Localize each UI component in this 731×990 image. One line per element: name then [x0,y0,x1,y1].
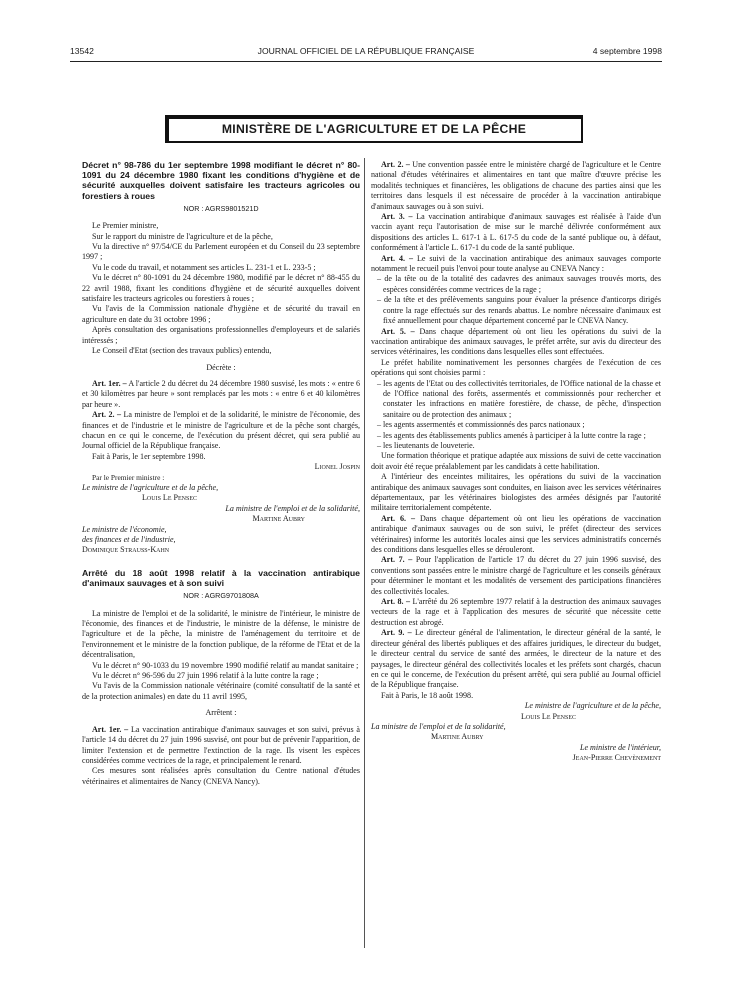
signature-name: Jean-Pierre Chevènement [572,753,661,763]
article-text: Le directeur général de l'alimentation, le directeur général de la santé, le directeur général des libertés publiques et des affaires juridiques, le directeur du budget, le directeur central du service de santé des armées, le directeur de la nature et des paysages, le directeur général des collectivités locales et les préfets sont chargés, chacun en ce qui le concerne, de l'exécution du présent arrêté, qui sera publié au Journal officiel de la République française. [371,628,662,690]
arrete-article-1 [82,725,360,767]
decree-para: Vu le code du travail, et notamment ses articles L. 231-1 et L. 233-5 ; [92,262,316,272]
arrete-article-3 [371,212,661,254]
list-item: – les lieutenants de louveterie. [377,440,475,450]
signature-pm: Lionel Jospin [314,462,360,472]
header-rule [70,61,662,62]
ministry-title: MINISTÈRE DE L'AGRICULTURE ET DE LA PÊCHE [221,122,527,136]
signature-title: La ministre de l'emploi et de la solidarité, [225,503,360,513]
arrete-article-2 [371,160,661,212]
signature-title: Le ministre de l'intérieur, [580,742,661,752]
article-text: L'arrêté du 26 septembre 1977 relatif à la destruction des animaux sauvages vecteurs de la rage et à l'application des mesures de sécurité que nécessite cette destruction est abrogé. [371,597,662,627]
arrete-article-5 [371,327,661,358]
decree-para: Vu la directive n° 97/54/CE du Parlement européen et du Conseil du 23 septembre 1997 ; [82,242,360,262]
decree-para: Le Conseil d'Etat (section des travaux publics) entendu, [92,346,272,356]
decree-title: Décret n° 98-786 du 1er septembre 1998 modifiant le décret n° 80-1091 du 24 décembre 1980 fixant les conditions d'hygiène et de sécurité auxquelles doivent satisfaire les tracteurs agricoles ou forestiers à roues [82,160,360,201]
signature-title: Le ministre de l'économie, [82,524,167,534]
article-text: A l'article 2 du décret du 24 décembre 1980 susvisé, les mots : « entre 6 et 30 kilomètres par heure » sont remplacés par les mots : « entre 6 et 40 kilomètres par heure ». [82,378,360,409]
signature-name: Louis Le Pensec [142,493,197,503]
arrete-arretent: Arrêtent : [205,708,237,718]
list-item: – de la tête ou de la totalité des cadavres des animaux sauvages trouvés morts, des espèces considérées comme vectrices de la rage ; [377,274,661,294]
article-label: Art. 7. – [381,555,413,565]
decree-para: Sur le rapport du ministre de l'agriculture et de la pêche, [92,231,273,241]
decree-article-1 [82,379,360,410]
arrete-article-6 [371,514,661,556]
list-item: – les agents de l'Etat ou des collectivités territoriales, de l'Office national de la chasse et de l'Office national des forêts, assermentés et commissionnés pour rechercher et constater les infractions en matière forestière, de chasse, de pêche, d'inspection sanitaire ou de protection des animaux ; [377,378,661,419]
page-header [70,46,662,62]
signature-title: La ministre de l'emploi et de la solidarité, [371,721,506,731]
signature-title: Le ministre de l'agriculture et de la pêche, [82,482,219,492]
arrete-article-7 [371,555,661,597]
article-text: Pour l'application de l'article 17 du décret du 27 juin 1996 susvisé, des conventions sont passées entre le ministre chargé de l'agriculture et les conseils généraux pour déterminer le montant et les modalités de versement des participations financières des collectivités locales. [371,555,662,596]
arrete-article-4 [371,254,661,275]
article-label: Art. 9. – [381,628,412,638]
article-label: Art. 3. – [381,212,413,222]
article-label: Art. 5. – [381,326,415,336]
article-label: Art. 2. – [92,410,122,420]
decree-para: Le Premier ministre, [92,221,159,231]
signature-name: Martine Aubry [431,732,484,742]
arrete-para: Ces mesures sont réalisées après consultation du Centre national d'études vétérinaires et alimentaires de Nancy (CNEVA Nancy). [82,766,360,786]
page-number: 13542 [70,46,94,56]
article-label: Art. 6. – [381,513,416,523]
list-item: – de la tête et des prélèvements sanguins pour évaluer la présence d'anticorps dirigés contre la rage effectués sur des renards abattus. Le nombre nécessaire d'animaux est fixé annuellement pour chaque département concerné par le CNEVA Nancy. [377,295,661,326]
article-text: La vaccination antirabique d'animaux sauvages est réalisée à l'aide d'un vaccin ayant reçu l'autorisation de mise sur le marché délivrée conformément aux dispositions des articles L. 617-1 à L. 617-5 du code de la santé publique ou, à défaut, conformément à l'article L. 617-1 du code de la santé publique. [371,212,662,253]
arrete-title: Arrêté du 18 août 1998 relatif à la vaccination antirabique d'animaux sauvages et à son suivi [82,567,360,589]
ministry-banner [165,115,583,143]
arrete-article-8 [371,597,661,628]
article-label: Art. 1er. – [92,378,127,388]
arrete-fait: Fait à Paris, le 18 août 1998. [381,690,474,700]
arrete-nor: NOR : AGRG9701808A [183,591,259,601]
decree-nor: NOR : AGRS9801521D [183,203,259,213]
arrete-para: Vu le décret n° 90-1033 du 19 novembre 1990 modifié relatif au mandat sanitaire ; [92,660,359,670]
decree-para: Vu le décret n° 80-1091 du 24 décembre 1980, modifié par le décret n° 88-455 du 22 avril 1988, fixant les conditions d'hygiène et de sécurité auxquelles doivent satisfaire les tracteurs agricoles ou forestiers à roues ; [82,273,360,304]
arrete-para: A l'intérieur des enceintes militaires, les opérations du suivi de la vaccination antirabique des animaux sauvages sont conduites, en liaison avec les services vétérinaires départementaux, par les vétérinaires biologistes des armées désignés par l'autorité militaire territorialement compétente. [371,472,661,513]
article-text: Dans chaque département où ont lieu les opérations de vaccination antirabique d'animaux sauvages ou de son suivi, le préfet (directeur des services vétérinaires) informe les autorités locales ainsi que les services administratifs concernés des conditions dans lesquelles elles se dérouleront. [371,513,662,555]
decree-article-2 [82,410,360,452]
column-divider [364,158,365,948]
signature-name: Martine Aubry [252,514,305,524]
list-item: – les agents des établissements publics amenés à participer à la lutte contre la rage ; [377,430,646,440]
article-text: Dans chaque département où ont lieu les opérations du suivi de la vaccination antirabique des animaux sauvages, le préfet arrête, sur avis du directeur des services vétérinaires, les conditions dans lesquelles elles sont effectuées. [371,326,662,357]
signature-name: Dominique Strauss-Kahn [82,545,170,555]
arrete-para: Une formation théorique et pratique adaptée aux missions de suivi de cette vaccination doit avoir été reçue préalablement par les candidats à cette habilitation. [371,451,661,471]
decree-decrete: Décrète : [206,362,236,372]
article-label: Art. 2. – [381,160,410,169]
decree-fait: Fait à Paris, le 1er septembre 1998. [92,451,206,461]
decree-para: Après consultation des organisations professionnelles d'employeurs et de salariés intéressés ; [82,325,360,345]
article-text: La vaccination antirabique d'animaux sauvages et son suivi, prévus à l'article 14 du décret du 27 juin 1996 susvisé, ont pour but de prévenir l'apparition, de limiter l'extension et de permettre l'extinction de la rage. Ils visent les espèces considérées comme vectrices de la rage, et principalement le renard. [82,724,361,765]
issue-date: 4 septembre 1998 [592,46,662,56]
article-label: Art. 4. – [381,253,413,263]
article-text: Le suivi de la vaccination antirabique des animaux sauvages comporte notamment le recueil puis l'envoi pour toute analyse au CNEVA Nancy : [371,253,661,274]
signature-title: des finances et de l'industrie, [82,535,176,544]
decree-para: Vu l'avis de la Commission nationale d'hygiène et de sécurité du travail en agriculture en date du 31 octobre 1996 ; [82,304,360,324]
arrete-para: Le préfet habilite nominativement les personnes chargées de l'exécution de ces opérations qui sont choisies parmi : [371,357,661,378]
article-text: La ministre de l'emploi et de la solidarité, le ministre de l'économie, des finances et de l'industrie et le ministre de l'agriculture et de la pêche sont chargés, chacun en ce qui le concerne, de l'exécution du présent décret, qui sera publié au Journal officiel de la République française. [82,410,360,451]
article-label: Art. 8. – [381,597,411,607]
article-text: Une convention passée entre le ministère chargé de l'agriculture et le Centre national d'études vétérinaires et alimentaires en tant que maître d'œuvre précise les modalités techniques et financières, les obligations de chacune des parties ainsi que les territoires dans lesquels il est nécessaire de procéder à la vaccination antirabique d'animaux sauvages ou à son suivi. [371,160,662,211]
signature-title: Le ministre de l'agriculture et de la pêche, [524,701,661,711]
signature-par: Par le Premier ministre : [92,472,165,482]
arrete-para: Vu l'avis de la Commission nationale vétérinaire (comité consultatif de la santé et de la protection animales) en date du 11 avril 1995, [82,681,360,701]
journal-title: JOURNAL OFFICIEL DE LA RÉPUBLIQUE FRANÇAISE [257,46,475,56]
arrete-para: Vu le décret n° 96-596 du 27 juin 1996 relatif à la lutte contre la rage ; [92,671,319,681]
article-label: Art. 1er. – [92,724,129,734]
arrete-para: La ministre de l'emploi et de la solidarité, le ministre de l'intérieur, le ministre de l'économie, des finances et de l'industrie, le ministre de la défense, le ministre de l'agriculture et de la pêche, la ministre de l'aménagement du territoire et de l'environnement et le ministre de la fonction publique, de la réforme de l'Etat et de la décentralisation, [82,608,360,660]
arrete-article-9 [371,628,661,690]
left-column [82,160,360,787]
signature-name: Louis Le Pensec [521,711,576,721]
right-column [371,160,661,764]
list-item: – les agents assermentés et commissionnés des parcs nationaux ; [377,420,585,430]
